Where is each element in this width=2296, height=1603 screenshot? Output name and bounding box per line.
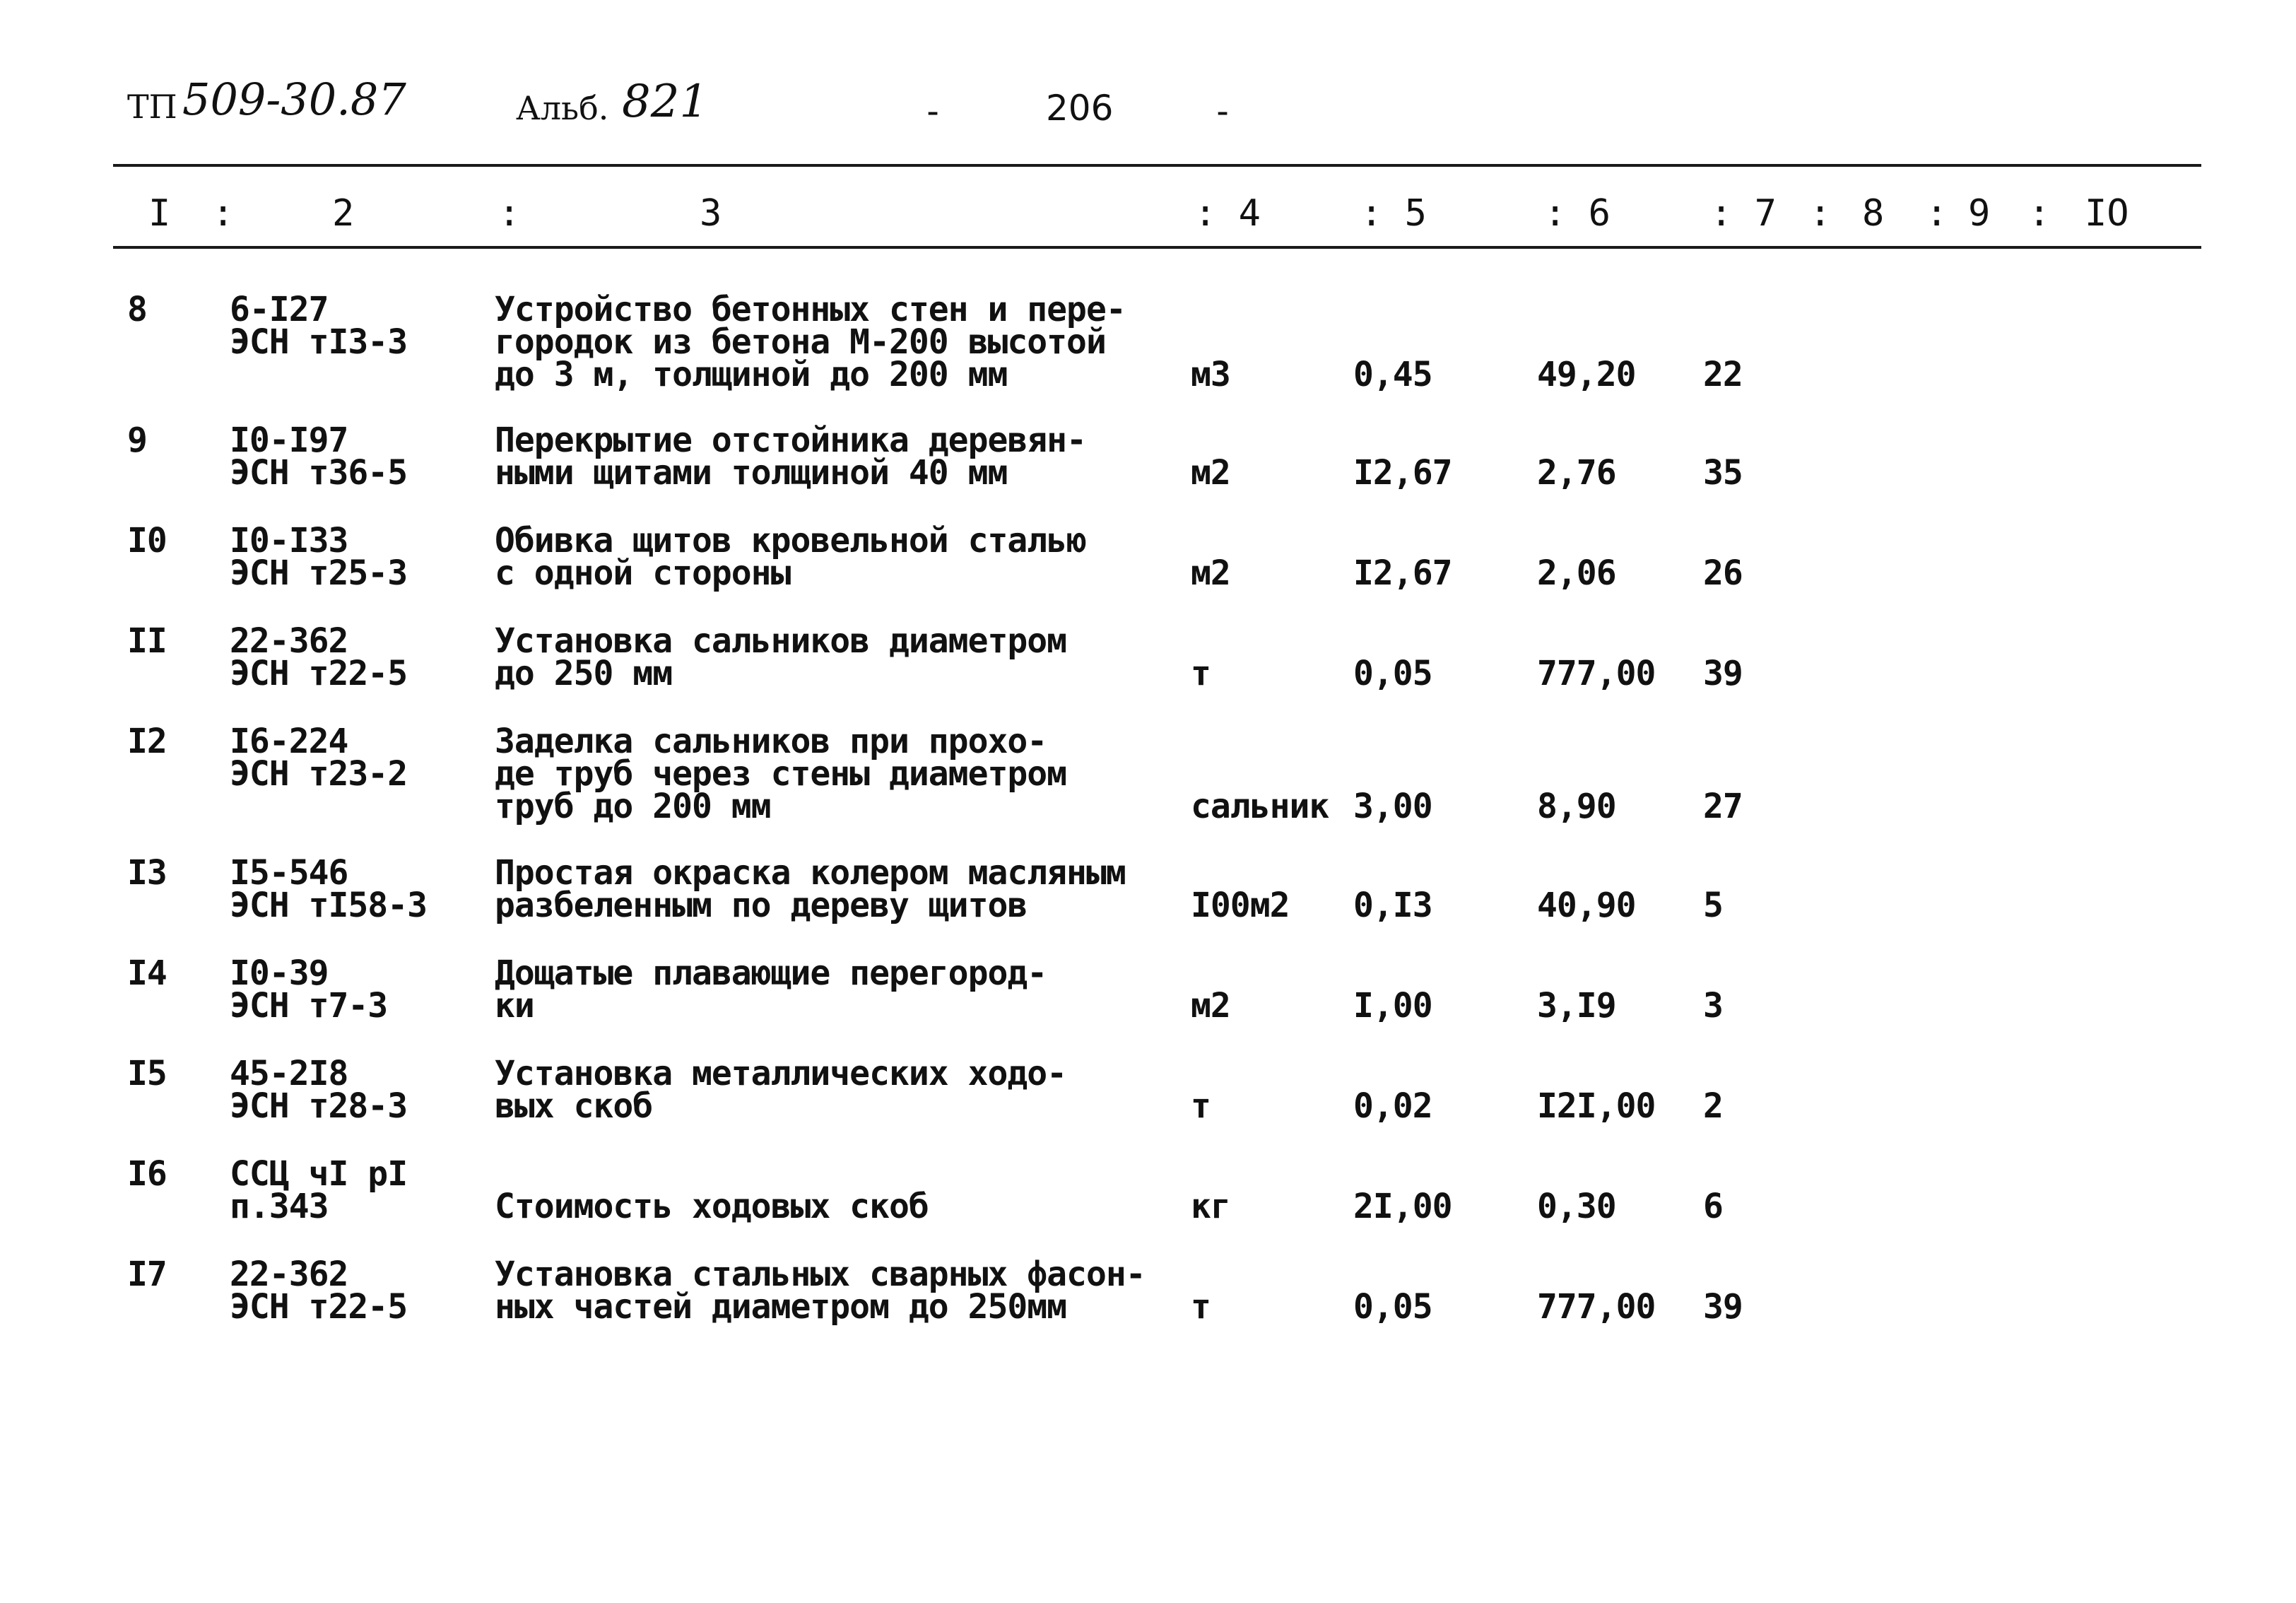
code-line-2: ЭСН тI58-3 (230, 886, 427, 925)
col-header-4: : 4 (1194, 192, 1261, 235)
desc-line-2: с одной стороны (495, 553, 791, 593)
price-cell: 0,30 (1537, 1187, 1616, 1226)
price-cell: 2,76 (1537, 453, 1616, 493)
value-cell: 2 (1703, 1086, 1723, 1126)
col-sep: : (2028, 192, 2051, 235)
quantity-cell: 3,00 (1353, 787, 1432, 826)
desc-line-1: Заделка сальников при прохо- (495, 722, 1047, 761)
col-sep: : (498, 192, 521, 235)
album-number: 821 (622, 76, 709, 128)
unit-cell: кг (1191, 1187, 1230, 1226)
page-number: 206 (1046, 88, 1114, 129)
unit-cell: т (1191, 654, 1211, 693)
price-cell: 40,90 (1537, 886, 1636, 925)
price-cell: I2I,00 (1537, 1086, 1656, 1126)
desc-line-1: Установка стальных сварных фасон- (495, 1255, 1146, 1294)
desc-line-2: ными щитами толщиной 40 мм (495, 453, 1008, 493)
code-line-1: ССЦ чI рI (230, 1154, 408, 1194)
quantity-cell: 0,02 (1353, 1086, 1432, 1126)
row-number: I6 (127, 1154, 167, 1194)
code-line-2: ЭСН т23-2 (230, 754, 408, 794)
quantity-cell: 0,I3 (1353, 886, 1432, 925)
code-line-2: п.343 (230, 1187, 329, 1226)
code-line-1: I0-I33 (230, 521, 348, 560)
value-cell: 39 (1703, 1287, 1743, 1327)
value-cell: 26 (1703, 553, 1743, 593)
desc-line-2: ки (495, 986, 534, 1026)
code-line-2: ЭСН т28-3 (230, 1086, 408, 1126)
value-cell: 27 (1703, 787, 1743, 826)
desc-line-1: Простая окраска колером масляным (495, 853, 1126, 893)
price-cell: 777,00 (1537, 1287, 1656, 1327)
quantity-cell: 0,45 (1353, 355, 1432, 394)
col-header-1: I (148, 192, 171, 235)
row-number: I0 (127, 521, 167, 560)
col-header-2: 2 (332, 192, 355, 235)
code-line-2: ЭСН т22-5 (230, 654, 408, 693)
col-header-6: : 6 (1544, 192, 1611, 235)
code-line-2: ЭСН т25-3 (230, 553, 408, 593)
desc-line-1: Установка металлических ходо- (495, 1054, 1067, 1093)
code-line-1: 6-I27 (230, 290, 329, 329)
unit-cell: м2 (1191, 553, 1230, 593)
col-sep: : (1809, 192, 1832, 235)
col-header-7: : 7 (1710, 192, 1777, 235)
row-number: II (127, 621, 167, 661)
desc-line-2: ных частей диаметром до 250мм (495, 1287, 1067, 1327)
col-header-9: 9 (1968, 192, 1991, 235)
value-cell: 39 (1703, 654, 1743, 693)
code-line-1: I0-I97 (230, 421, 348, 460)
desc-line-2: городок из бетона М-200 высотой (495, 322, 1106, 362)
quantity-cell: 2I,00 (1353, 1187, 1452, 1226)
col-header-3: 3 (700, 192, 722, 235)
desc-line-1: Перекрытие отстойника деревян- (495, 421, 1086, 460)
code-line-2: ЭСН т7-3 (230, 986, 388, 1026)
value-cell: 22 (1703, 355, 1743, 394)
col-header-8: 8 (1862, 192, 1885, 235)
header-bottom-rule (113, 246, 2201, 249)
code-line-2: ЭСН т22-5 (230, 1287, 408, 1327)
desc-line-1: Дощатые плавающие перегород- (495, 953, 1047, 993)
unit-cell: м2 (1191, 453, 1230, 493)
quantity-cell: I2,67 (1353, 453, 1452, 493)
desc-line-2: Стоимость ходовых скоб (495, 1187, 929, 1226)
code-line-1: 22-362 (230, 621, 348, 661)
desc-line-3: труб до 200 мм (495, 787, 771, 826)
desc-line-2: де труб через стены диаметром (495, 754, 1067, 794)
header-dash-left: - (922, 90, 944, 131)
col-sep: : (212, 192, 235, 235)
code-line-1: 22-362 (230, 1255, 348, 1294)
value-cell: 6 (1703, 1187, 1723, 1226)
code-line-1: I0-39 (230, 953, 329, 993)
row-number: I2 (127, 722, 167, 761)
value-cell: 5 (1703, 886, 1723, 925)
row-number: 9 (127, 421, 147, 460)
row-number: I3 (127, 853, 167, 893)
code-line-1: 45-2I8 (230, 1054, 348, 1093)
desc-line-1: Устройство бетонных стен и пере- (495, 290, 1126, 329)
desc-line-3: до 3 м, толщиной до 200 мм (495, 355, 1008, 394)
unit-cell: сальник (1191, 787, 1329, 826)
code-line-1: I5-546 (230, 853, 348, 893)
unit-cell: т (1191, 1086, 1211, 1126)
desc-line-1: Установка сальников диаметром (495, 621, 1067, 661)
price-cell: 777,00 (1537, 654, 1656, 693)
album-label: Альб. (516, 89, 609, 127)
col-header-10: IO (2085, 192, 2129, 235)
quantity-cell: I2,67 (1353, 553, 1452, 593)
price-cell: 49,20 (1537, 355, 1636, 394)
project-code: 509-30.87 (182, 74, 406, 125)
row-number: 8 (127, 290, 147, 329)
doc-prefix: ТП (127, 88, 177, 126)
value-cell: 35 (1703, 453, 1743, 493)
unit-cell: м2 (1191, 986, 1230, 1026)
unit-cell: т (1191, 1287, 1211, 1327)
code-line-2: ЭСН т36-5 (230, 453, 408, 493)
price-cell: 2,06 (1537, 553, 1616, 593)
desc-line-2: разбеленным по дереву щитов (495, 886, 1028, 925)
unit-cell: I00м2 (1191, 886, 1290, 925)
row-number: I5 (127, 1054, 167, 1093)
col-header-5: : 5 (1360, 192, 1427, 235)
quantity-cell: 0,05 (1353, 1287, 1432, 1327)
unit-cell: м3 (1191, 355, 1230, 394)
row-number: I7 (127, 1255, 167, 1294)
price-cell: 3,I9 (1537, 986, 1616, 1026)
value-cell: 3 (1703, 986, 1723, 1026)
desc-line-2: до 250 мм (495, 654, 673, 693)
row-number: I4 (127, 953, 167, 993)
desc-line-2: вых скоб (495, 1086, 653, 1126)
quantity-cell: I,00 (1353, 986, 1432, 1026)
desc-line-1: Обивка щитов кровельной сталью (495, 521, 1086, 560)
price-cell: 8,90 (1537, 787, 1616, 826)
code-line-2: ЭСН тI3-3 (230, 322, 408, 362)
top-rule (113, 164, 2201, 167)
header-dash-right: - (1212, 90, 1234, 131)
code-line-1: I6-224 (230, 722, 348, 761)
quantity-cell: 0,05 (1353, 654, 1432, 693)
col-sep: : (1926, 192, 1948, 235)
